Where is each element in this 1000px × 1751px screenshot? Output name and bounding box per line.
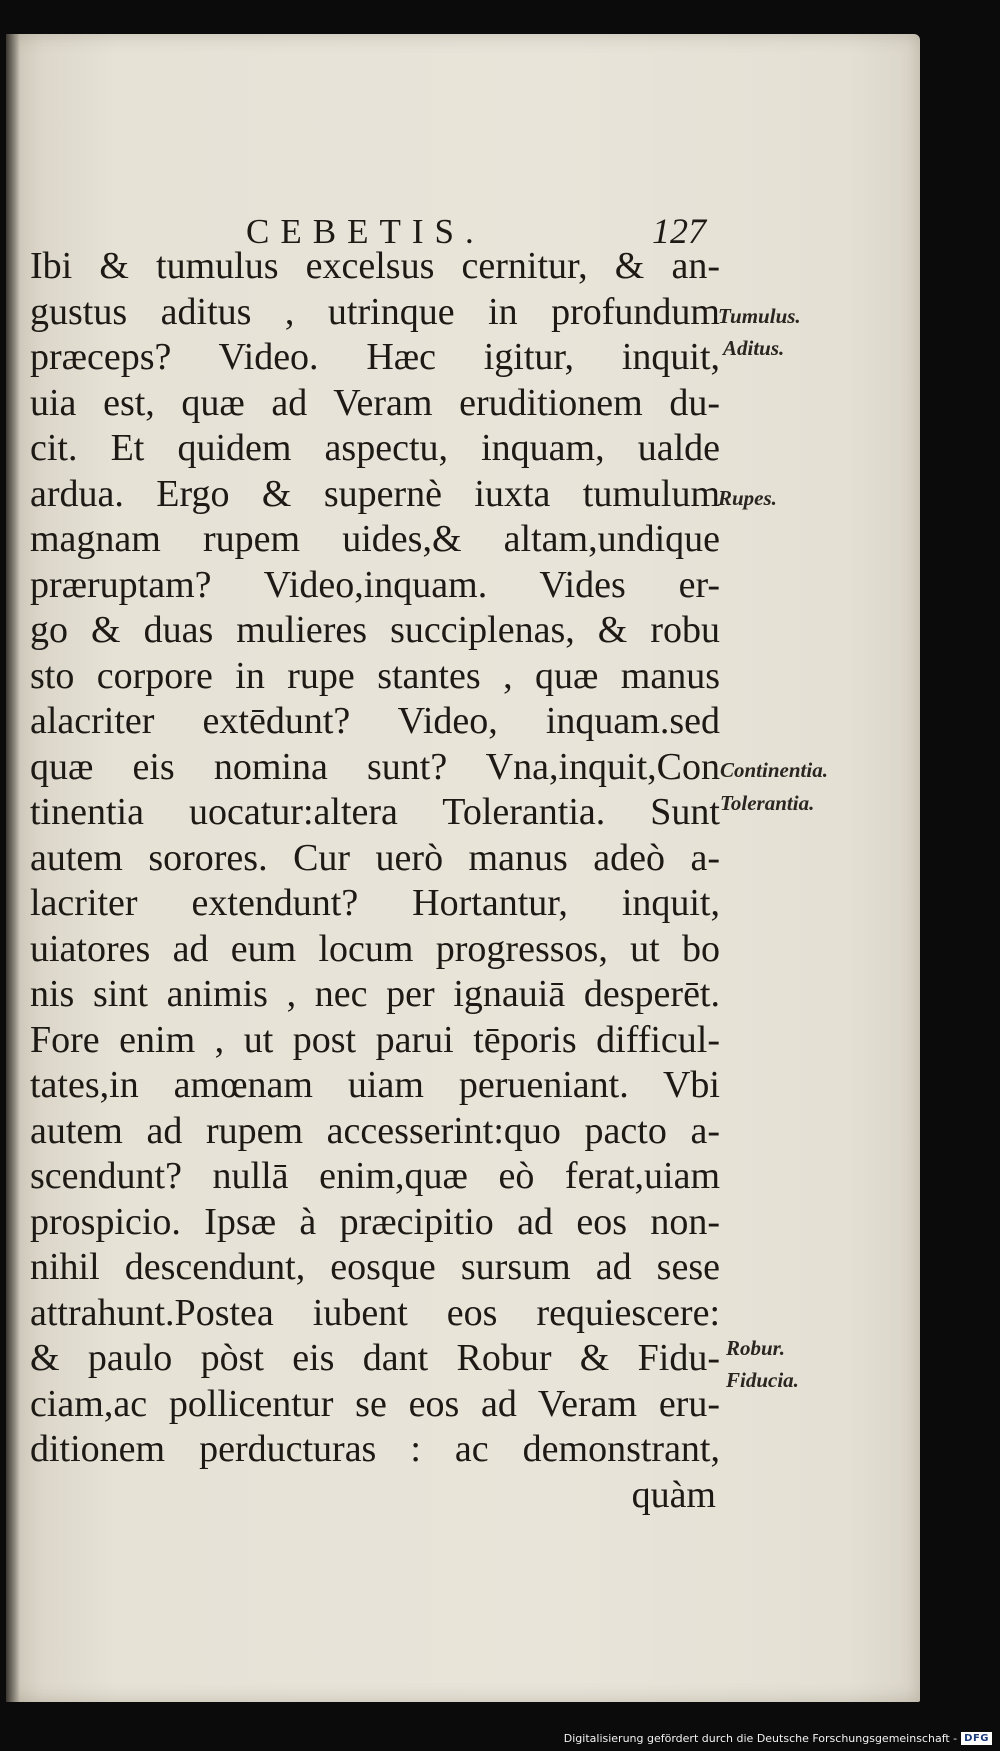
text-line: cit. Et quidem aspectu, inquam, ualde <box>30 427 720 469</box>
catchword: quàm <box>631 1473 716 1516</box>
page-gutter-shadow <box>6 34 20 1702</box>
marginal-note: Rupes. <box>718 486 777 510</box>
marginal-note: Tumulus. <box>718 304 801 328</box>
text-line: prospicio. Ipsæ à præcipitio ad eos non- <box>30 1200 720 1243</box>
text-line: Fore enim , ut post parui tēporis difficul- <box>30 1018 720 1061</box>
digitization-credit <box>564 1732 992 1745</box>
text-line: gustus aditus , utrinque in profundum <box>30 290 720 333</box>
dfg-logo: DFG <box>961 1732 992 1745</box>
text-line: ditionem perducturas : ac demonstrant, <box>30 1428 720 1470</box>
running-title: CEBETIS. <box>246 212 485 251</box>
text-line: præruptam? Video,inquam. Vides er- <box>30 563 720 606</box>
text-line: præceps? Video. Hæc igitur, inquit, <box>30 336 720 378</box>
marginal-note: Tolerantia. <box>720 791 815 815</box>
text-line: scendunt? nullā enim,quæ eò ferat,uiam <box>30 1155 720 1197</box>
text-line: ardua. Ergo & supernè iuxta tumulum <box>30 472 720 515</box>
text-line: alacriter extēdunt? Video, inquam.sed <box>30 700 720 742</box>
text-line: lacriter extendunt? Hortantur, inquit, <box>30 882 720 924</box>
marginal-note: Robur. <box>726 1336 785 1360</box>
credit-text: Digitalisierung gefördert durch die Deutsche Forschungsgemeinschaft - <box>563 1732 958 1745</box>
marginal-note: Continentia. <box>720 758 828 782</box>
text-line: quæ eis nomina sunt? Vna,inquit,Con <box>30 745 720 788</box>
text-line: nihil descendunt, eosque sursum ad sese <box>30 1246 720 1288</box>
text-line: uia est, quæ ad Veram eruditionem du- <box>30 381 720 424</box>
text-line: tinentia uocatur:altera Tolerantia. Sunt <box>30 791 720 833</box>
text-line: tates,in amœnam uiam perueniant. Vbi <box>30 1064 720 1106</box>
body-text <box>30 244 720 1518</box>
text-line: autem sorores. Cur uerò manus adeò a- <box>30 836 720 879</box>
text-line: Ibi & tumulus excelsus cernitur, & an- <box>30 245 720 287</box>
book-page <box>6 34 920 1702</box>
text-line: autem ad rupem accesserint:quo pacto a- <box>30 1109 720 1152</box>
text-line: attrahunt.Postea iubent eos requiescere: <box>30 1291 720 1334</box>
text-line: & paulo pòst eis dant Robur & Fidu- <box>30 1337 720 1379</box>
marginal-note: Aditus. <box>723 336 785 360</box>
page-number: 127 <box>652 211 706 251</box>
marginal-note: Fiducia. <box>726 1368 799 1392</box>
text-line: nis sint animis , nec per ignauiā desperēt. <box>30 973 720 1015</box>
text-line: magnam rupem uides,& altam,undique <box>30 518 720 560</box>
text-line: go & duas mulieres succiplenas, & robu <box>30 609 720 651</box>
text-line: ciam,ac pollicentur se eos ad Veram eru- <box>30 1382 720 1425</box>
text-line: sto corpore in rupe stantes , quæ manus <box>30 654 720 697</box>
text-line: uiatores ad eum locum progressos, ut bo <box>30 927 720 970</box>
